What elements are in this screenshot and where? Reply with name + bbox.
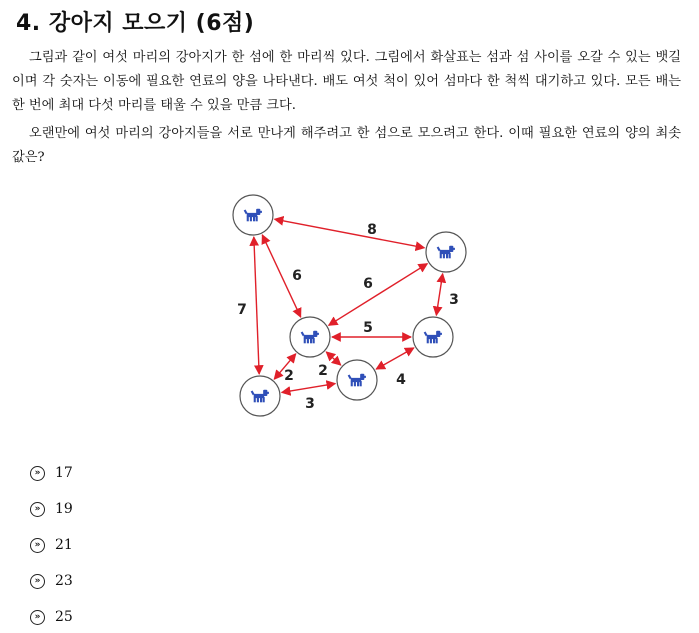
- route-arrow: [254, 237, 259, 374]
- island-center: [290, 317, 330, 357]
- option-value: 25: [55, 609, 73, 625]
- answer-option-5[interactable]: [30, 609, 73, 625]
- option-value: 21: [55, 537, 73, 553]
- islands: [233, 195, 466, 416]
- fuel-label: 3: [449, 292, 459, 308]
- problem-paragraph-2: 오랜만에 여섯 마리의 강아지들을 서로 만나게 해주려고 한 섬으로 모으려고 한다. 이때 필요한 연료의 양의 최솟값은?: [12, 126, 681, 165]
- answer-option-4[interactable]: [30, 573, 73, 589]
- fuel-label: 4: [396, 372, 406, 388]
- fuel-label: 6: [363, 276, 373, 292]
- problem-paragraph-1: 그림과 같이 여섯 마리의 강아지가 한 섬에 한 마리씩 있다. 그림에서 화살표는 섬과 섬 사이를 오갈 수 있는 뱃길이며 각 숫자는 이동에 필요한 연료의 양을 나타낸다. 배도 여섯 척이 있어 섬마다 한 척씩 대기하고 있다. 모든 배는 한 번에 최대 다섯 마리를 태울 수 있을 만큼 크다.: [12, 50, 681, 113]
- island-right-middle: [413, 317, 453, 357]
- answer-option-1[interactable]: [30, 465, 73, 481]
- island-bottom-left: [240, 376, 280, 416]
- option-marker-icon: »: [30, 538, 45, 553]
- fuel-label: 6: [292, 268, 302, 284]
- route-arrow: [329, 264, 428, 326]
- route-arrow: [275, 219, 425, 248]
- island-lower-middle: [337, 360, 377, 400]
- fuel-label: 2: [318, 363, 328, 379]
- option-value: 17: [55, 465, 73, 481]
- option-marker-icon: »: [30, 610, 45, 625]
- option-marker-icon: »: [30, 466, 45, 481]
- fuel-label: 7: [237, 302, 247, 318]
- island-top-left: [233, 195, 273, 235]
- option-value: 19: [55, 501, 73, 517]
- fuel-label: 2: [284, 368, 294, 384]
- answer-option-2[interactable]: [30, 501, 73, 517]
- route-arrow: [282, 384, 336, 393]
- option-marker-icon: »: [30, 574, 45, 589]
- option-value: 23: [55, 573, 73, 589]
- fuel-label: 8: [367, 222, 377, 238]
- island-right-upper: [426, 232, 466, 272]
- fuel-label: 3: [305, 396, 315, 412]
- problem-title: 4. 강아지 모으기 (6점): [16, 11, 255, 36]
- route-arrow: [376, 348, 414, 369]
- route-arrow: [436, 274, 442, 316]
- fuel-label: 5: [363, 320, 373, 336]
- island-graph-figure: [226, 190, 486, 430]
- answer-option-3[interactable]: [30, 537, 73, 553]
- route-arrow: [326, 352, 341, 365]
- option-marker-icon: »: [30, 502, 45, 517]
